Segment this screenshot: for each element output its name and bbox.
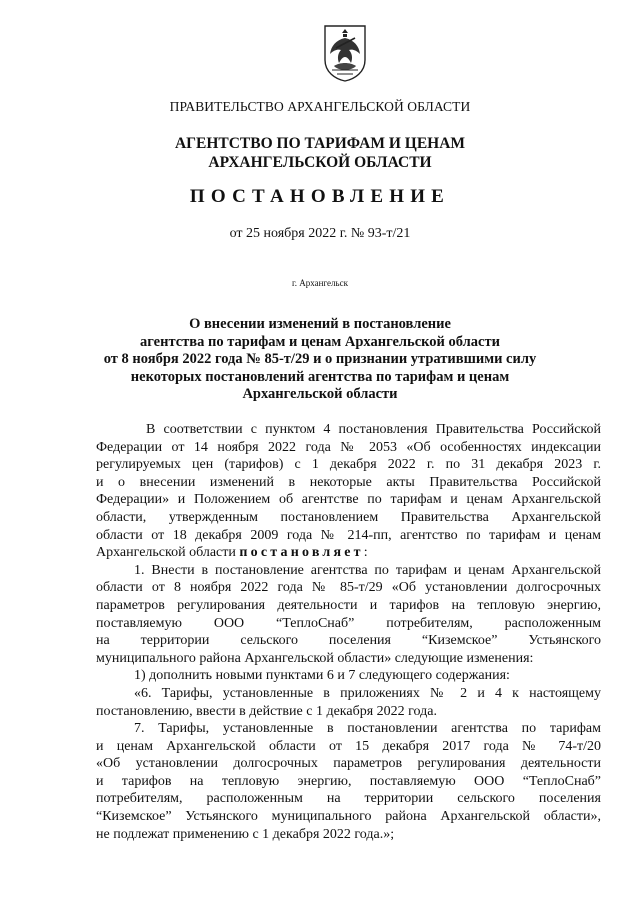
- agency-line-2: АРХАНГЕЛЬСКОЙ ОБЛАСТИ: [208, 154, 432, 171]
- body-line: области, утвержденным постановлением Правительства Архангельской: [96, 509, 601, 525]
- body-line: потребителям, расположенным на территории сельского поселения: [96, 791, 601, 807]
- body-line: и тарифов на тепловую энергию, поставляемую ООО “ТеплоСнаб”: [96, 773, 601, 789]
- body-line: и о внесении изменений в некоторые акты Правительства Российской: [96, 474, 601, 490]
- document-type: ПОСТАНОВЛЕНИЕ: [189, 186, 451, 207]
- title-line: Архангельской области: [242, 386, 398, 403]
- body-line: 7. Тарифы, установленные в постановлении агентства по тарифам: [134, 721, 601, 737]
- coat-of-arms-icon: [322, 24, 368, 82]
- body-line: и ценам Архангельской области от 15 декабря 2017 года № 74-т/20: [96, 738, 601, 754]
- body-line: не подлежат применению с 1 декабря 2022 года.»;: [96, 826, 395, 842]
- agency-name: [0, 134, 640, 172]
- title-line: агентства по тарифам и ценам Архангельской области: [140, 333, 500, 350]
- document-title: [0, 316, 640, 404]
- document-city: г. Архангельск: [292, 278, 348, 288]
- title-line: некоторых постановлений агентства по тарифам и ценам: [130, 368, 510, 385]
- government-name: ПРАВИТЕЛЬСТВО АРХАНГЕЛЬСКОЙ ОБЛАСТИ: [169, 99, 471, 114]
- body-text: :: [363, 545, 368, 561]
- body-line: 1. Внести в постановление агентства по тарифам и ценам Архангельской: [134, 562, 601, 578]
- body-line: параметров регулирования деятельности и тарифов на тепловую энергию,: [96, 597, 601, 613]
- body-line: «6. Тарифы, установленные в приложениях № 2 и 4 к настоящему: [134, 685, 601, 701]
- body-line: области от 8 ноября 2022 года № 85-т/29 «Об установлении долгосрочных: [96, 580, 601, 596]
- title-line: от 8 ноября 2022 года № 85-т/29 и о признании утратившими силу: [103, 351, 537, 368]
- body-line: В соответствии с пунктом 4 постановления Правительства Российской: [146, 422, 601, 437]
- document-body: [96, 421, 601, 843]
- body-line: “Киземское” Устьянского муниципального района Архангельской области»,: [96, 809, 601, 825]
- body-line: [96, 544, 601, 562]
- body-line: регулируемых цен (тарифов) с 1 декабря 2022 г. по 31 декабря 2023 г.: [96, 457, 601, 473]
- title-line: О внесении изменений в постановление: [189, 316, 451, 332]
- body-line: на территории сельского поселения “Киземское” Устьянского: [96, 633, 601, 649]
- body-text: Архангельской области: [96, 545, 240, 561]
- body-line: муниципального района Архангельской области» следующие изменения:: [96, 650, 534, 666]
- resolution-keyword: постановляет: [239, 545, 364, 561]
- body-line: 1) дополнить новыми пунктами 6 и 7 следующего содержания:: [134, 668, 510, 684]
- body-line: поставляемую ООО “ТеплоСнаб” потребителям, расположенным: [96, 615, 601, 631]
- agency-line-1: АГЕНТСТВО ПО ТАРИФАМ И ЦЕНАМ: [174, 135, 466, 152]
- body-line: постановлению, ввести в действие с 1 декабря 2022 года.: [96, 703, 437, 719]
- body-line: области от 18 декабря 2009 года № 214-пп, агентство по тарифам и ценам: [96, 527, 601, 543]
- body-line: Федерации от 14 ноября 2022 года № 2053 «Об особенностях индексации: [96, 439, 601, 455]
- document-date-number: от 25 ноября 2022 г. № 93-т/21: [229, 226, 411, 241]
- body-line: «Об установлении долгосрочных параметров регулирования деятельности: [96, 756, 601, 772]
- body-line: Федерации» и Положением об агентстве по тарифам и ценам Архангельской: [96, 492, 601, 508]
